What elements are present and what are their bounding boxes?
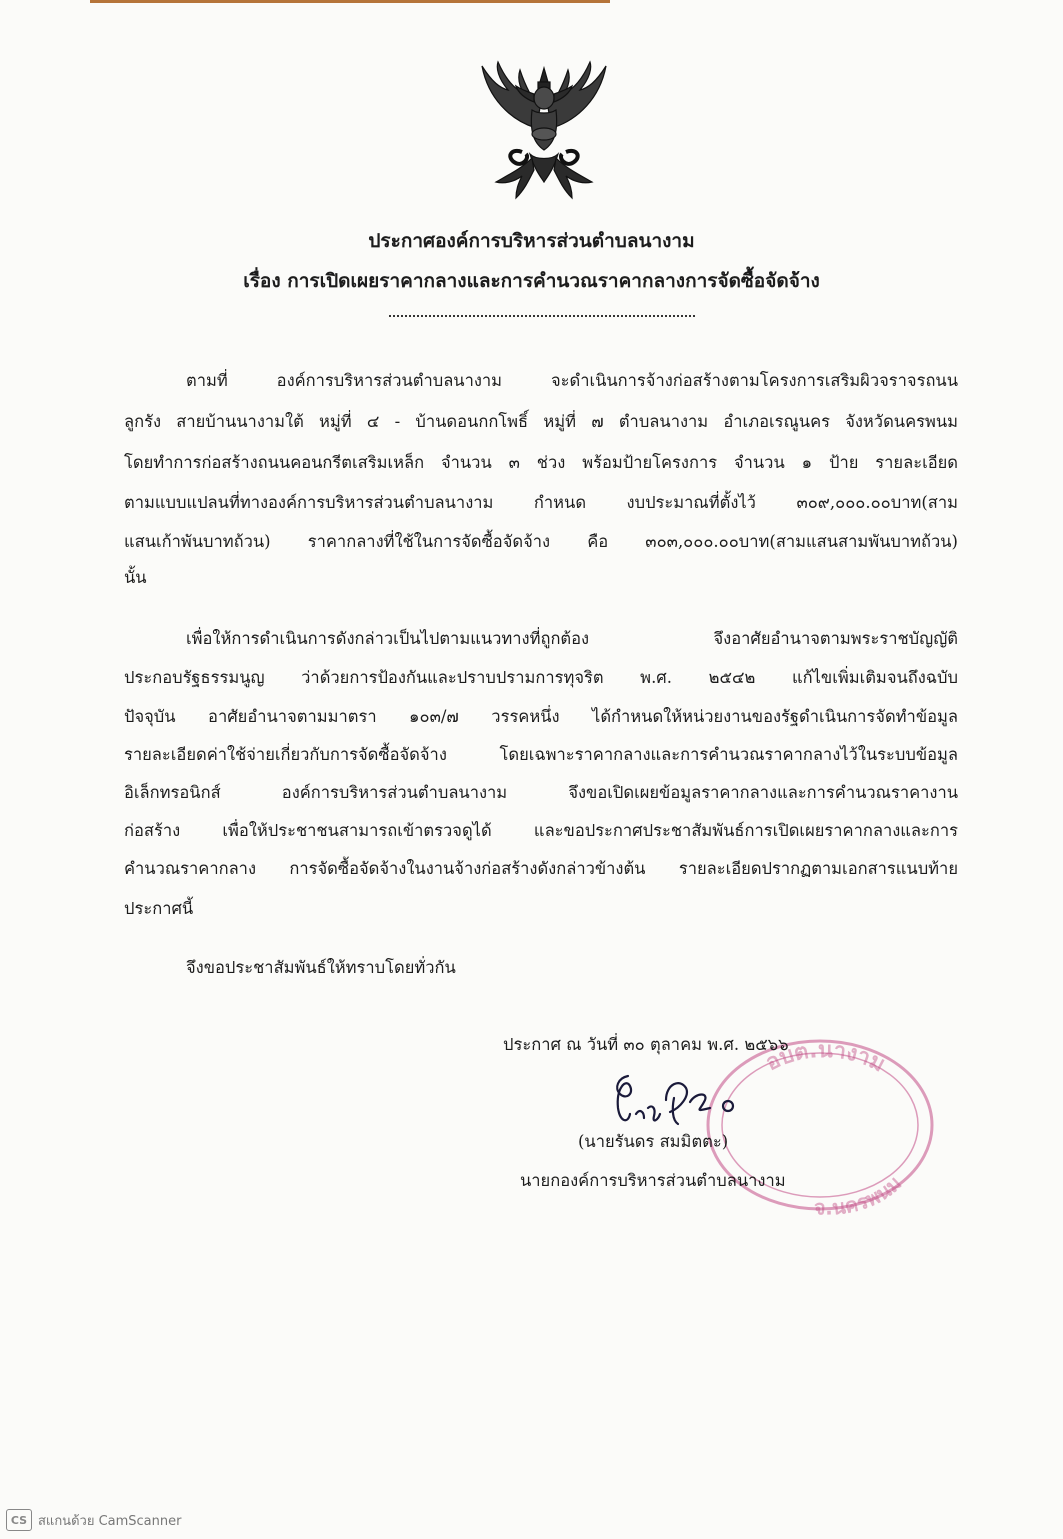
paragraph-line: โดยทำการก่อสร้างถนนคอนกรีตเสริมเหล็ก จำนวน ๓ ช่วง พร้อมป้ายโครงการ จำนวน ๑ ป้าย รายละเอียด xyxy=(124,453,958,472)
garuda-emblem-icon xyxy=(470,58,618,204)
paragraph-line: ลูกรัง สายบ้านนางามใต้ หมู่ที่ ๔ - บ้านดอนกกโพธิ์ หมู่ที่ ๗ ตำบลนางาม อำเภอเรณูนคร จังหวัดนครพนม xyxy=(124,412,958,431)
handwritten-signature-icon xyxy=(600,1068,760,1130)
closing-statement: จึงขอประชาสัมพันธ์ให้ทราบโดยทั่วกัน xyxy=(186,958,456,977)
announcement-subject: เรื่อง การเปิดเผยราคากลางและการคำนวณราคากลางการจัดซื้อจัดจ้าง xyxy=(243,270,820,292)
paragraph-line: คำนวณราคากลาง การจัดซื้อจัดจ้างในงานจ้างก่อสร้างดังกล่าวข้างต้น รายละเอียดปรากฏตามเอกสารแนบท้าย xyxy=(124,859,958,878)
dotted-divider xyxy=(389,315,695,317)
paragraph-line: ปัจจุบัน อาศัยอำนาจตามมาตรา ๑๐๓/๗ วรรคหนึ่ง ได้กำหนดให้หน่วยงานของรัฐดำเนินการจัดทำข้อมูล xyxy=(124,707,958,726)
announcement-date: ประกาศ ณ วันที่ ๓๐ ตุลาคม พ.ศ. ๒๕๖๖ xyxy=(503,1035,789,1054)
paragraph-line: ประกอบรัฐธรรมนูญ ว่าด้วยการป้องกันและปราบปรามการทุจริต พ.ศ. ๒๕๔๒ แก้ไขเพิ่มเติมจนถึงฉบับ xyxy=(124,668,958,687)
scanner-watermark-text: สแกนด้วย CamScanner xyxy=(38,1513,182,1529)
scanner-watermark xyxy=(6,1509,181,1531)
paragraph-line: นั้น xyxy=(124,568,147,587)
svg-text:จ.นครพนม: จ.นครพนม xyxy=(813,1170,907,1220)
announcement-title: ประกาศองค์การบริหารส่วนตำบลนางาม xyxy=(368,230,695,252)
camscanner-logo-icon: CS xyxy=(6,1509,32,1531)
paragraph-line: แสนเก้าพันบาทถ้วน) ราคากลางที่ใช้ในการจัดซื้อจัดจ้าง คือ ๓๐๓,๐๐๐.๐๐บาท(สามแสนสามพันบาทถ้วน) xyxy=(124,532,958,551)
paragraph-line: อิเล็กทรอนิกส์ องค์การบริหารส่วนตำบลนางาม จึงขอเปิดเผยข้อมูลราคากลางและการคำนวณราคางาน xyxy=(124,783,958,802)
paragraph-line: รายละเอียดค่าใช้จ่ายเกี่ยวกับการจัดซื้อจัดจ้าง โดยเฉพาะราคากลางและการคำนวณราคากลางไว้ในระบบข้อมูล xyxy=(124,745,958,764)
paragraph-line: ตามที่ องค์การบริหารส่วนตำบลนางาม จะดำเนินการจ้างก่อสร้างตามโครงการเสริมผิวจราจรถนน xyxy=(186,371,958,390)
svg-text:อบต.นางาม: อบต.นางาม xyxy=(761,1037,890,1078)
paragraph-line: เพื่อให้การดำเนินการดังกล่าวเป็นไปตามแนวทางที่ถูกต้อง จึงอาศัยอำนาจตามพระราชบัญญัติ xyxy=(186,629,958,648)
paragraph-line: ก่อสร้าง เพื่อให้ประชาชนสามารถเข้าตรวจดูได้ และขอประกาศประชาสัมพันธ์การเปิดเผยราคากลางและการ xyxy=(124,821,958,840)
paragraph-line: ตามแบบแปลนที่ทางองค์การบริหารส่วนตำบลนางาม กำหนด งบประมาณที่ตั้งไว้ ๓๐๙,๐๐๐.๐๐บาท(สาม xyxy=(124,493,958,512)
signatory-position: นายกองค์การบริหารส่วนตำบลนางาม xyxy=(520,1171,786,1190)
signatory-name: (นายรันดร สมมิตตะ) xyxy=(578,1132,729,1151)
page-top-edge xyxy=(90,0,610,3)
paragraph-line: ประกาศนี้ xyxy=(124,899,194,918)
